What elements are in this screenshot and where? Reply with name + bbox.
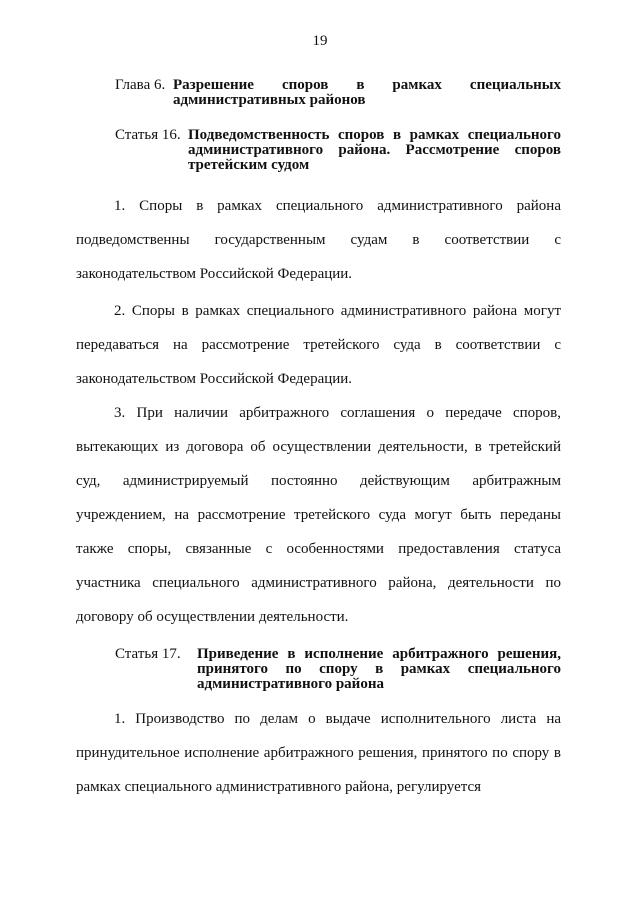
chapter-label: Глава 6. [115, 77, 166, 93]
chapter-title: Разрешение споров в рамках специальных административных районов [173, 77, 561, 108]
article-16-paragraph-3: 3. При наличии арбитражного соглашения о передаче споров, вытекающих из договора об осуществлении деятельности, в третейский суд, администрируемый постоянно действующим арбитражным учреждением, на рассмотрение третейского суда могут быть переданы также споры, связанные с особенностями предоставления статуса участника специального административного района, деятельности по договору об осуществлении деятельности. [76, 405, 561, 625]
article-17-heading [115, 647, 561, 692]
article-16-heading [115, 128, 561, 173]
article-16-title: Подведомственность споров в рамках специального административного района. Рассмотрение споров третейским судом [188, 127, 561, 173]
article-17-label: Статья 17. [115, 646, 181, 662]
article-16-paragraph-1: 1. Споры в рамках специального административного района подведомственны государственным судам в соответствии с законодательством Российской Федерации. [76, 198, 561, 282]
article-17-paragraph-1: 1. Производство по делам о выдаче исполнительного листа на принудительное исполнение арбитражного решения, принятого по спору в рамках специального административного района, регулируется [76, 711, 561, 795]
article-16-label: Статья 16. [115, 127, 181, 143]
article-17-title: Приведение в исполнение арбитражного решения, принятого по спору в рамках специального административного района [197, 646, 561, 692]
page-number: 19 [312, 33, 328, 49]
chapter-heading [115, 78, 561, 108]
article-16-paragraph-2: 2. Споры в рамках специального административного района могут передаваться на рассмотрение третейского суда в соответствии с законодательством Российской Федерации. [76, 303, 561, 387]
